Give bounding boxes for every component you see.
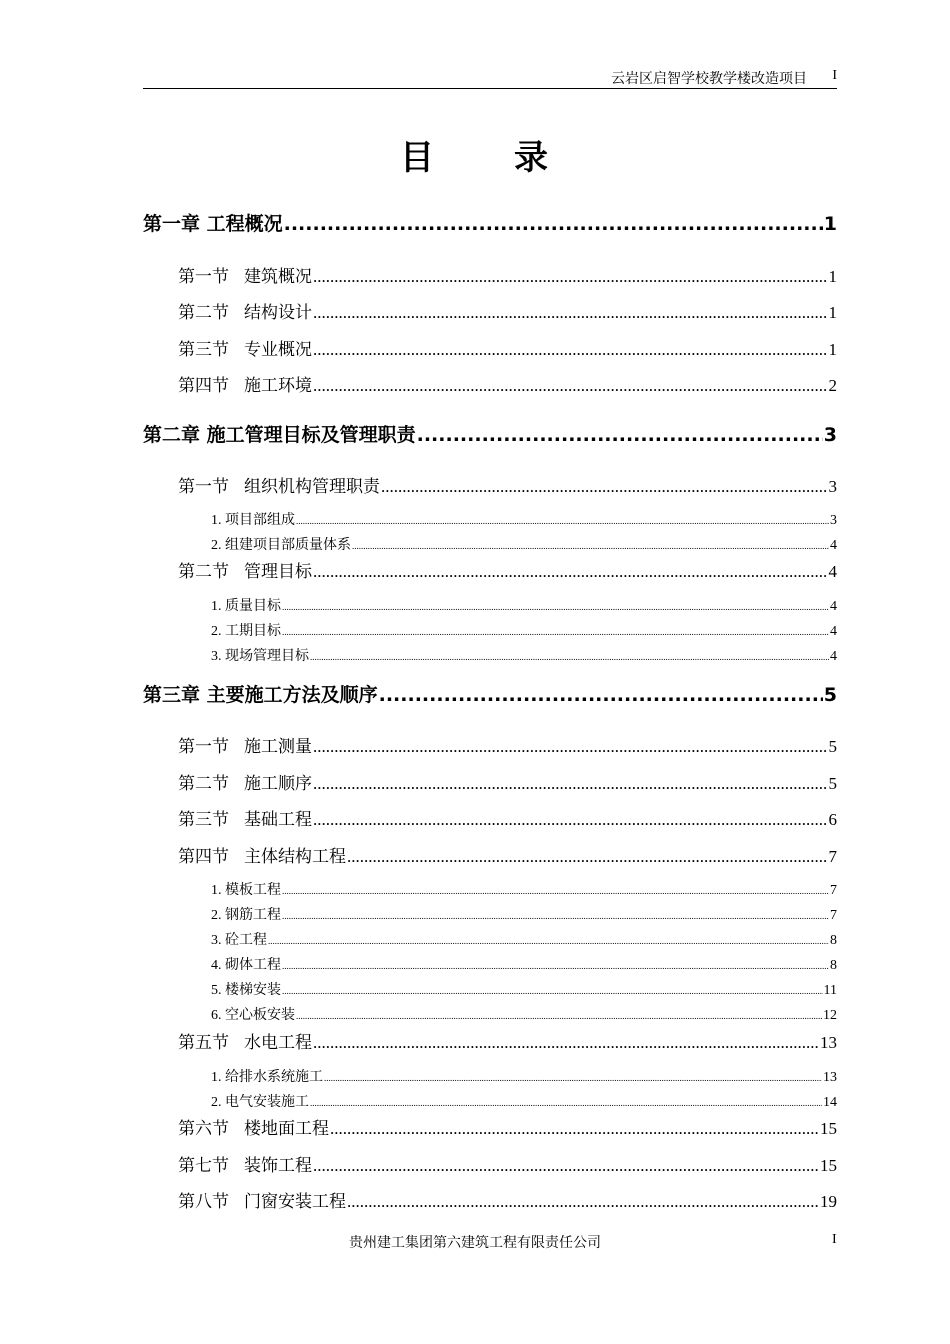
toc-title-char-1: 目 xyxy=(400,138,436,178)
toc-section[interactable] xyxy=(178,769,837,794)
toc-page-number: 15 xyxy=(820,1119,837,1138)
toc-page-number: 13 xyxy=(820,1033,837,1052)
footer-company-name: 贵州建工集团第六建筑工程有限责任公司 xyxy=(349,1236,601,1251)
toc-leader xyxy=(282,602,829,612)
toc-item[interactable] xyxy=(211,620,837,640)
toc-chapter-label: 第二章 施工管理目标及管理职责 xyxy=(143,424,416,446)
toc-leader xyxy=(313,376,828,396)
toc-leader xyxy=(352,541,829,551)
toc-page-number: 11 xyxy=(823,983,837,998)
toc-leader xyxy=(282,627,829,637)
toc-page-number: 4 xyxy=(830,649,837,664)
toc-page-number: 5 xyxy=(823,684,837,706)
toc-page-number: 19 xyxy=(820,1192,837,1211)
toc-leader xyxy=(284,213,823,235)
toc-leader xyxy=(417,424,823,446)
toc-page-number: 4 xyxy=(828,562,837,581)
toc-section-title: 施工顺序 xyxy=(244,774,312,793)
toc-item-label: 2. 钢筋工程 xyxy=(211,908,281,923)
toc-section[interactable] xyxy=(178,472,837,497)
toc-leader xyxy=(330,1119,819,1139)
toc-leader xyxy=(296,516,829,526)
toc-item-label: 2. 工期目标 xyxy=(211,624,281,639)
toc-section[interactable] xyxy=(178,732,837,757)
toc-section-title: 组织机构管理职责 xyxy=(244,477,380,496)
toc-section[interactable] xyxy=(178,842,837,867)
toc-leader xyxy=(282,986,823,996)
toc-item[interactable] xyxy=(211,534,837,554)
toc-item-label: 3. 现场管理目标 xyxy=(211,649,309,664)
toc-leader xyxy=(313,303,828,323)
toc-page-number: 1 xyxy=(823,213,837,235)
toc-item-label: 1. 项目部组成 xyxy=(211,513,295,528)
toc-section-number: 第四节 xyxy=(178,376,229,395)
toc-page-number: 5 xyxy=(828,774,837,793)
toc-section[interactable] xyxy=(178,298,837,323)
toc-page-number: 5 xyxy=(828,737,837,756)
toc-section[interactable] xyxy=(178,335,837,360)
toc-section-title: 管理目标 xyxy=(244,562,312,581)
toc-item-label: 3. 砼工程 xyxy=(211,933,267,948)
toc-title-char-2: 录 xyxy=(514,138,550,178)
toc-page-number: 14 xyxy=(823,1095,837,1110)
toc-leader xyxy=(313,810,828,830)
toc-page-number: 3 xyxy=(830,513,837,528)
toc-page-number: 4 xyxy=(830,538,837,553)
toc-section-number: 第五节 xyxy=(178,1033,229,1052)
toc-chapter[interactable] xyxy=(143,209,837,236)
toc-item[interactable] xyxy=(211,929,837,949)
toc-section-number: 第四节 xyxy=(178,847,229,866)
header-page-number: I xyxy=(832,68,837,83)
toc-item[interactable] xyxy=(211,879,837,899)
toc-leader xyxy=(324,1073,822,1083)
toc-section-number: 第三节 xyxy=(178,810,229,829)
toc-leader xyxy=(313,1033,819,1053)
toc-section-title: 基础工程 xyxy=(244,810,312,829)
toc-leader xyxy=(268,936,829,946)
toc-item-label: 4. 砌体工程 xyxy=(211,958,281,973)
toc-chapter[interactable] xyxy=(143,420,837,447)
toc-section-title: 水电工程 xyxy=(244,1033,312,1052)
toc-section[interactable] xyxy=(178,1187,837,1212)
toc-page-number: 7 xyxy=(830,883,837,898)
toc-item-label: 6. 空心板安装 xyxy=(211,1008,295,1023)
toc-section[interactable] xyxy=(178,1114,837,1139)
toc-page-number: 6 xyxy=(828,810,837,829)
toc-leader xyxy=(310,652,829,662)
toc-item-label: 1. 给排水系统施工 xyxy=(211,1070,323,1085)
toc-leader xyxy=(313,774,828,794)
toc-leader xyxy=(347,847,828,867)
toc-page-number: 13 xyxy=(823,1070,837,1085)
toc-item[interactable] xyxy=(211,1066,837,1086)
toc-item-label: 2. 组建项目部质量体系 xyxy=(211,538,351,553)
toc-item[interactable] xyxy=(211,509,837,529)
toc-leader xyxy=(313,340,828,360)
toc-section-title: 施工环境 xyxy=(244,376,312,395)
toc-item[interactable] xyxy=(211,979,837,999)
toc-item[interactable] xyxy=(211,904,837,924)
toc-leader xyxy=(347,1192,819,1212)
toc-section-number: 第一节 xyxy=(178,267,229,286)
toc-section-title: 施工测量 xyxy=(244,737,312,756)
toc-leader xyxy=(313,562,828,582)
toc-item-label: 1. 模板工程 xyxy=(211,883,281,898)
toc-section-number: 第二节 xyxy=(178,303,229,322)
toc-section-title: 专业概况 xyxy=(244,340,312,359)
toc-page-number: 3 xyxy=(823,424,837,446)
toc-section-title: 结构设计 xyxy=(244,303,312,322)
toc-page-number: 1 xyxy=(828,267,837,286)
toc-page-number: 1 xyxy=(828,303,837,322)
toc-item-label: 2. 电气安装施工 xyxy=(211,1095,309,1110)
toc-page-number: 12 xyxy=(823,1008,837,1023)
toc-section-number: 第八节 xyxy=(178,1192,229,1211)
footer-page-number: I xyxy=(832,1232,837,1247)
toc-section-title: 楼地面工程 xyxy=(244,1119,329,1138)
toc-page-number: 8 xyxy=(830,933,837,948)
toc-page-number: 3 xyxy=(828,477,837,496)
toc-item[interactable] xyxy=(211,645,837,665)
toc-section-number: 第一节 xyxy=(178,737,229,756)
toc-leader xyxy=(282,886,829,896)
toc-page-number: 7 xyxy=(828,847,837,866)
toc-section-title: 门窗安装工程 xyxy=(244,1192,346,1211)
toc-leader xyxy=(313,1156,819,1176)
toc-leader xyxy=(381,477,828,497)
toc-page-number: 7 xyxy=(830,908,837,923)
toc-section-title: 装饰工程 xyxy=(244,1156,312,1175)
toc-section-title: 建筑概况 xyxy=(244,267,312,286)
toc-item[interactable] xyxy=(211,1004,837,1024)
toc-section[interactable] xyxy=(178,262,837,287)
toc-item-label: 1. 质量目标 xyxy=(211,599,281,614)
toc-item[interactable] xyxy=(211,954,837,974)
toc-chapter-label: 第三章 主要施工方法及顺序 xyxy=(143,684,378,706)
toc-item[interactable] xyxy=(211,595,837,615)
toc-section-number: 第三节 xyxy=(178,340,229,359)
toc-page-number: 4 xyxy=(830,624,837,639)
toc-leader xyxy=(379,684,823,706)
toc-section-number: 第六节 xyxy=(178,1119,229,1138)
toc-page-number: 2 xyxy=(828,376,837,395)
toc-leader xyxy=(296,1011,822,1021)
header-project-title: 云岩区启智学校教学楼改造项目 xyxy=(611,72,807,87)
toc-section[interactable] xyxy=(178,557,837,582)
toc-leader xyxy=(313,267,828,287)
toc-chapter[interactable] xyxy=(143,680,837,707)
toc-leader xyxy=(313,737,828,757)
toc-chapter-label: 第一章 工程概况 xyxy=(143,213,283,235)
toc-section[interactable] xyxy=(178,1028,837,1053)
toc-section-number: 第七节 xyxy=(178,1156,229,1175)
toc-section[interactable] xyxy=(178,805,837,830)
toc-section[interactable] xyxy=(178,371,837,396)
toc-section-number: 第一节 xyxy=(178,477,229,496)
toc-page-number: 8 xyxy=(830,958,837,973)
toc-item[interactable] xyxy=(211,1091,837,1111)
toc-item-label: 5. 楼梯安装 xyxy=(211,983,281,998)
toc-leader xyxy=(282,961,829,971)
toc-section[interactable] xyxy=(178,1151,837,1176)
toc-section-title: 主体结构工程 xyxy=(244,847,346,866)
toc-page-number: 15 xyxy=(820,1156,837,1175)
toc-leader xyxy=(310,1098,822,1108)
toc-page-number: 1 xyxy=(828,340,837,359)
toc-section-number: 第二节 xyxy=(178,562,229,581)
toc-page-number: 4 xyxy=(830,599,837,614)
toc-leader xyxy=(282,911,829,921)
toc-section-number: 第二节 xyxy=(178,774,229,793)
